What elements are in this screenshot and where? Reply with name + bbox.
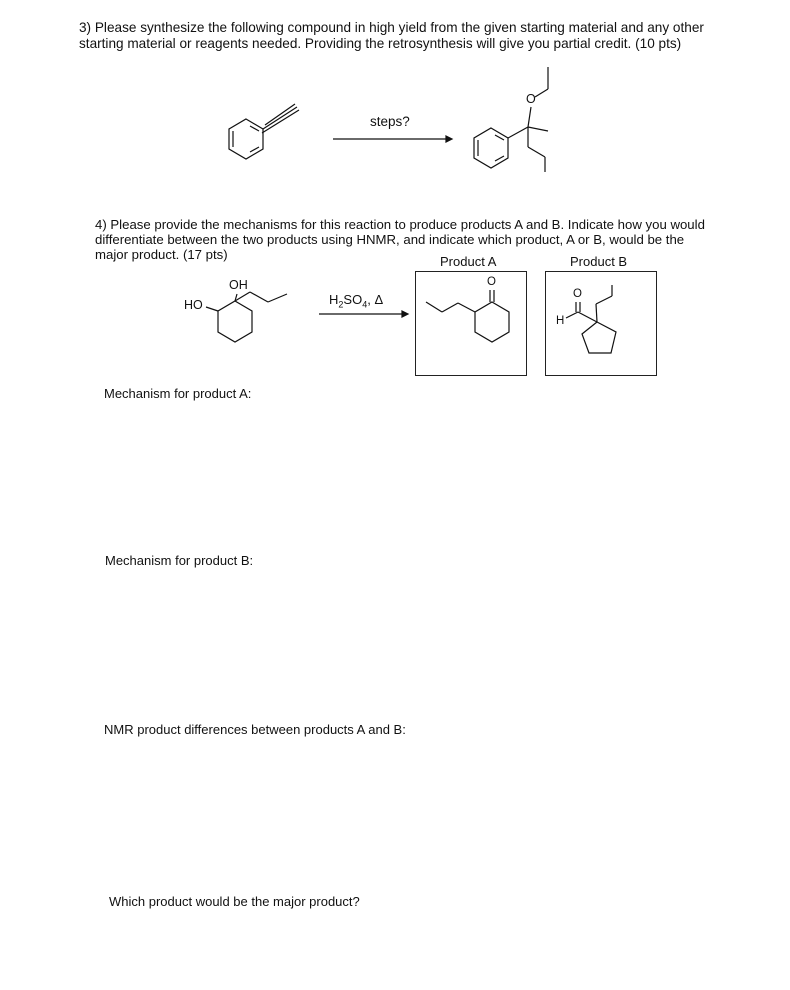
nmr-differences-heading: NMR product differences between products A and B: [104, 722, 406, 737]
phenylacetylene-structure [229, 104, 299, 159]
aldehyde-oxygen-label: O [573, 288, 582, 300]
question-3-text: 3) Please synthesize the following compound in high yield from the given starting material and any other starting material or reagents needed. Providing the retrosynthesis will give you partial credit. (10 pts) [79, 20, 704, 51]
q3-arrow-label: steps? [370, 114, 410, 129]
mechanism-a-heading: Mechanism for product A: [104, 386, 252, 401]
major-product-heading: Which product would be the major product? [109, 894, 360, 909]
hydroxyl-oh-label: OH [229, 278, 248, 292]
aldehyde-hydrogen-label: H [556, 315, 565, 327]
product-b-label: Product B [570, 254, 628, 269]
product-a-box [415, 271, 527, 376]
ether-oxygen-label: O [526, 92, 536, 106]
q3-reaction-arrow [333, 136, 452, 142]
target-ether-structure [474, 67, 548, 172]
product-a-label: Product A [440, 254, 497, 269]
question-4-text: 4) Please provide the mechanisms for this reaction to produce products A and B. Indicate how you would differentiate between the two products using HNMR, and indicate which product, A or B, would be the major product. (17 pts) [95, 217, 705, 262]
hydroxyl-ho-label: HO [184, 298, 203, 312]
mechanism-b-heading: Mechanism for product B: [105, 553, 254, 568]
ketone-oxygen-label: O [487, 276, 496, 288]
q4-reaction-arrow [319, 311, 408, 317]
starting-diol-structure [206, 292, 287, 342]
reagent-label: $H_2SO_4$, Δ [329, 292, 384, 310]
